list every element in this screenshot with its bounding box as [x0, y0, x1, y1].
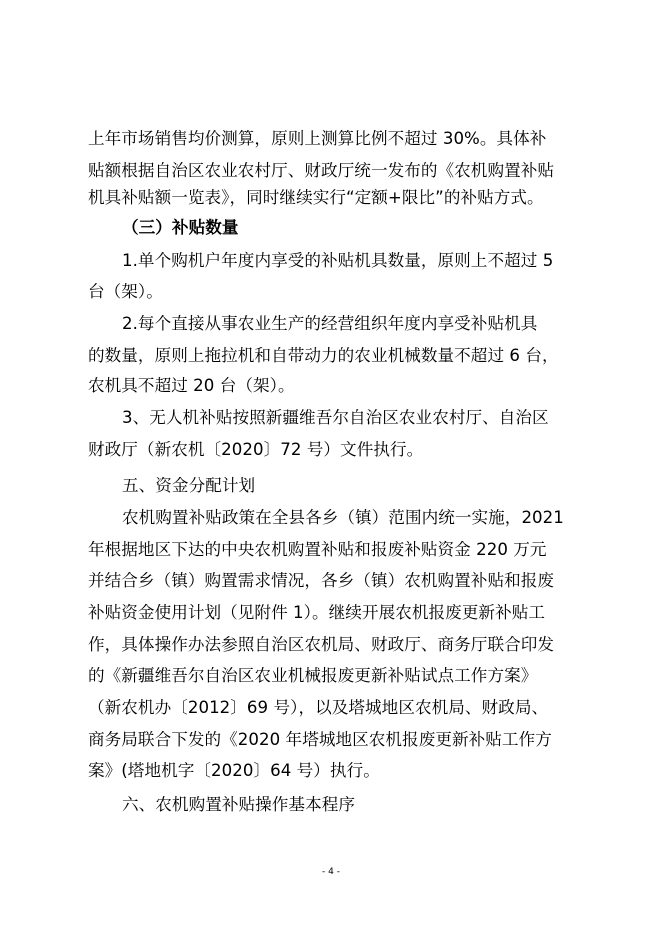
- body-text-line: 商务局联合下发的《2020 年塔城地区农机报废更新补贴工作方: [88, 730, 552, 749]
- body-text-line: 的数量，原则上拖拉机和自带动力的农业机械数量不超过 6 台，: [88, 346, 559, 365]
- body-text-line: 2.每个直接从事农业生产的经营组织年度内享受补贴机具: [122, 314, 538, 333]
- body-text-line: 上年市场销售均价测算，原则上测算比例不超过 30%。具体补: [88, 129, 547, 148]
- section-heading-fund-allocation: 五、资金分配计划: [122, 476, 256, 495]
- body-text-line: 补贴资金使用计划（见附件 1）。继续开展农机报废更新补贴工: [88, 603, 546, 622]
- body-text-line: 台（架）。: [88, 282, 163, 301]
- section-heading-subsidy-quantity: （三）补贴数量: [122, 218, 239, 237]
- body-text-line: 农机具不超过 20 台（架）。: [88, 376, 295, 395]
- body-text-line: 农机购置补贴政策在全县各乡（镇）范围内统一实施，2021: [122, 508, 564, 527]
- body-text-line: （新农机办〔2012〕69 号），以及塔城地区农机局、财政局、: [88, 698, 549, 717]
- body-text-line: 作，具体操作办法参照自治区农机局、财政厅、商务厅联合印发: [88, 635, 555, 654]
- section-heading-procedure: 六、农机购置补贴操作基本程序: [122, 795, 356, 814]
- body-text-line: 年根据地区下达的中央农机购置补贴和报废补贴资金 220 万元: [88, 540, 547, 559]
- body-text-line: 并结合乡（镇）购置需求情况，各乡（镇）农机购置补贴和报废: [88, 571, 555, 590]
- body-text-line: 的《新疆维吾尔自治区农业机械报废更新补贴试点工作方案》: [88, 666, 538, 685]
- body-text-line: 机具补贴额一览表》，同时继续实行“定额+限比”的补贴方式。: [88, 188, 544, 207]
- body-text-line: 案》(塔地机字〔2020〕64 号）执行。: [88, 761, 380, 780]
- body-text-line: 1.单个购机户年度内享受的补贴机具数量，原则上不超过 5: [122, 251, 554, 270]
- body-text-line: 3、无人机补贴按照新疆维吾尔自治区农业农村厅、自治区: [122, 408, 549, 427]
- page-number: - 4 -: [322, 867, 340, 877]
- body-text-line: 财政厅（新农机〔2020〕72 号）文件执行。: [88, 440, 424, 459]
- body-text-line: 贴额根据自治区农业农村厅、财政厅统一发布的《农机购置补贴: [88, 161, 555, 180]
